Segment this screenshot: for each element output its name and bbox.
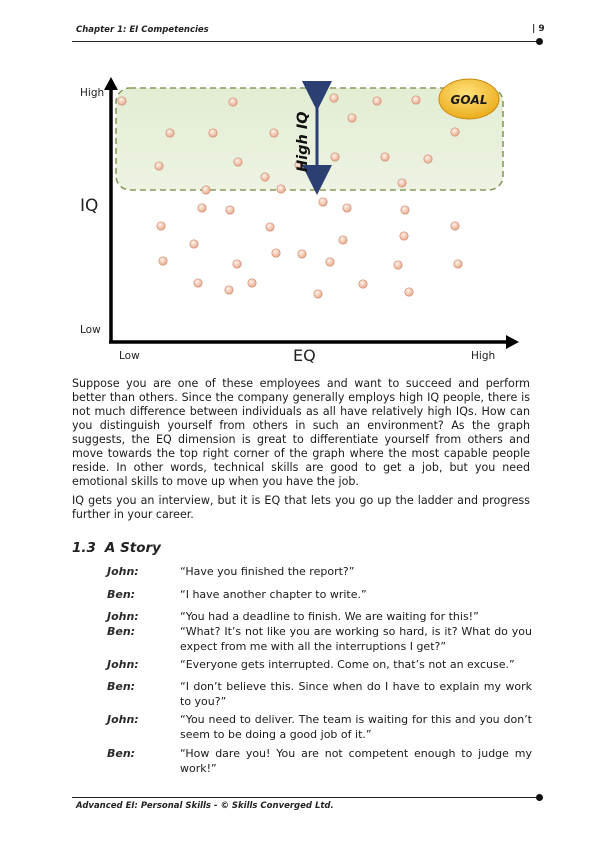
person-dot xyxy=(412,96,420,104)
person-dot xyxy=(226,206,234,214)
y-axis-label: IQ xyxy=(80,196,99,216)
dialogue-line: “Have you finished the report?” xyxy=(180,565,355,578)
person-dot xyxy=(229,98,237,106)
dialogue-speaker: John: xyxy=(107,658,139,671)
goal-label: GOAL xyxy=(450,93,488,107)
dialogue-speaker: Ben: xyxy=(107,680,136,693)
person-dot xyxy=(398,179,406,187)
y-axis-low-label: Low xyxy=(80,324,101,336)
dialogue-speaker: Ben: xyxy=(107,747,136,760)
person-dot xyxy=(298,250,306,258)
person-dot xyxy=(359,280,367,288)
person-dot xyxy=(326,258,334,266)
section-number: 1.3 xyxy=(72,540,96,556)
dialogue-speaker: John: xyxy=(107,565,139,578)
x-axis-low-label: Low xyxy=(119,350,140,362)
person-dot xyxy=(405,288,413,296)
iq-eq-figure xyxy=(0,0,600,375)
person-dot xyxy=(373,97,381,105)
running-header-chapter: Chapter 1: EI Competencies xyxy=(76,25,209,35)
person-dot xyxy=(225,286,233,294)
person-dot xyxy=(261,173,269,181)
person-dot xyxy=(330,94,338,102)
person-dot xyxy=(157,222,165,230)
person-dot xyxy=(348,114,356,122)
person-dot xyxy=(266,223,274,231)
footer-rule xyxy=(72,797,540,798)
person-dot xyxy=(155,162,163,170)
running-footer: Advanced EI: Personal Skills - © Skills Converged Ltd. xyxy=(76,801,334,811)
person-dot xyxy=(343,204,351,212)
dialogue-speaker: Ben: xyxy=(107,625,136,638)
person-dot xyxy=(198,204,206,212)
person-dot xyxy=(209,129,217,137)
person-dot xyxy=(381,153,389,161)
person-dot xyxy=(202,186,210,194)
person-dot xyxy=(248,279,256,287)
dialogue-speaker: Ben: xyxy=(107,588,136,601)
dialogue-speaker: John: xyxy=(107,713,139,726)
person-dot xyxy=(194,279,202,287)
page-number: | 9 xyxy=(532,24,545,34)
person-dot xyxy=(272,249,280,257)
paragraph-employees: Suppose you are one of these employees and want to succeed and perform better than others. Since the company generally employs high IQ people, there is not much difference between individuals as all have relatively high IQs. How can you distinguish yourself from others in such an environment? As the graph suggests, the EQ dimension is great to differentiate yourself from others and move towards the top right corner of the graph where the most capable people reside. In other words, technical skills are good to get a job, but you need emotional skills to move up when you have the job. xyxy=(72,377,530,488)
dialogue-line: “I have another chapter to write.” xyxy=(180,588,367,601)
person-dot xyxy=(159,257,167,265)
dialogue-line: “Everyone gets interrupted. Come on, that’s not an excuse.” xyxy=(180,658,515,671)
person-dot xyxy=(454,260,462,268)
section-heading xyxy=(72,540,161,556)
person-dot xyxy=(400,232,408,240)
section-title: A Story xyxy=(104,540,161,556)
x-axis-high-label: High xyxy=(471,350,496,362)
dialogue-line: “How dare you! You are not competent enough to judge my work!” xyxy=(180,747,532,775)
dialogue-line: “You had a deadline to finish. We are waiting for this!” xyxy=(180,610,479,623)
person-dot xyxy=(394,261,402,269)
dialogue-line: “You need to deliver. The team is waiting for this and you don’t seem to be doing a good job of it.” xyxy=(180,713,532,741)
x-axis-arrowhead xyxy=(506,335,519,349)
person-dot xyxy=(319,198,327,206)
person-dot xyxy=(277,185,285,193)
person-dot xyxy=(233,260,241,268)
person-dot xyxy=(339,236,347,244)
person-dot xyxy=(314,290,322,298)
high-iq-label: High IQ xyxy=(295,111,311,172)
paragraph-iq-interview: IQ gets you an interview, but it is EQ that lets you go up the ladder and progress further in your career. xyxy=(72,494,530,521)
person-dot xyxy=(190,240,198,248)
person-dot xyxy=(270,129,278,137)
person-dot xyxy=(401,206,409,214)
person-dot xyxy=(424,155,432,163)
dialogue-line: “What? It’s not like you are working so hard, is it? What do you expect from me with all the interruptions I get?” xyxy=(180,625,532,653)
y-axis-high-label: High xyxy=(80,87,105,99)
x-axis-label: EQ xyxy=(293,346,316,365)
dialogue-line: “I don’t believe this. Since when do I have to explain my work to you?” xyxy=(180,680,532,708)
y-axis-arrowhead xyxy=(104,77,118,90)
person-dot xyxy=(166,129,174,137)
person-dot xyxy=(451,128,459,136)
dialogue-speaker: John: xyxy=(107,610,139,623)
person-dot xyxy=(234,158,242,166)
person-dot xyxy=(118,97,126,105)
person-dot xyxy=(451,222,459,230)
person-dot xyxy=(331,153,339,161)
footer-dot xyxy=(536,794,543,801)
